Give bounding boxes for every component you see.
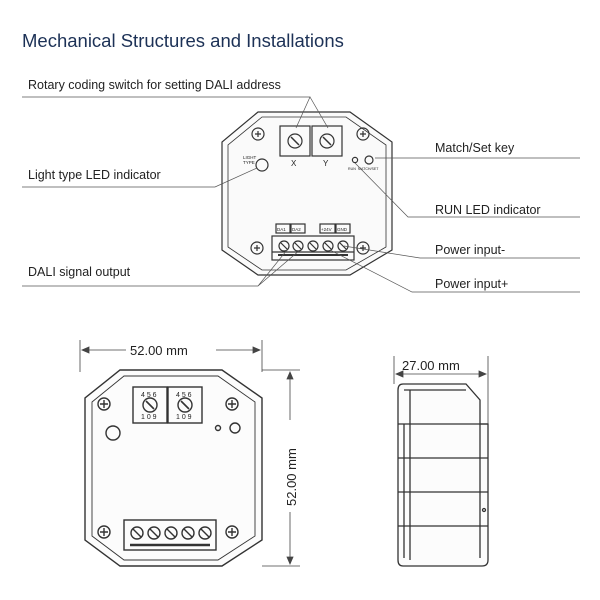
callout-power-minus: Power input- <box>435 243 506 257</box>
top-device <box>222 112 392 275</box>
switch-x-label: X <box>291 159 297 168</box>
terminal-24v: +24V <box>321 227 332 232</box>
switch-y-label: Y <box>323 159 329 168</box>
svg-text:1 0 9: 1 0 9 <box>141 414 157 421</box>
terminal-da1: DA1 <box>277 227 286 232</box>
terminal-gnd: GND <box>337 227 347 232</box>
front-view-device <box>85 370 262 566</box>
page-title: Mechanical Structures and Installations <box>22 30 344 51</box>
terminal-da2: DA2 <box>292 227 301 232</box>
callout-match-set: Match/Set key <box>435 141 515 155</box>
svg-text:1 0 9: 1 0 9 <box>176 414 192 421</box>
svg-text:4 5 6: 4 5 6 <box>141 392 157 399</box>
width-dimension: 52.00 mm <box>130 343 188 358</box>
side-view-device <box>398 384 488 566</box>
callout-light-type: Light type LED indicator <box>28 168 161 182</box>
svg-text:4 5 6: 4 5 6 <box>176 392 192 399</box>
light-type-text-2: TYPE <box>243 160 255 165</box>
callout-rotary: Rotary coding switch for setting DALI address <box>28 78 281 92</box>
matchset-label: MATCH/SET <box>358 167 379 171</box>
height-dimension: 52.00 mm <box>284 448 299 506</box>
run-label: RUN <box>348 167 356 171</box>
callout-power-plus: Power input+ <box>435 277 509 291</box>
callout-dali-output: DALI signal output <box>28 265 131 279</box>
callout-run-led: RUN LED indicator <box>435 203 541 217</box>
light-type-text-1: LIGHT <box>243 155 257 160</box>
depth-dimension: 27.00 mm <box>402 358 460 373</box>
